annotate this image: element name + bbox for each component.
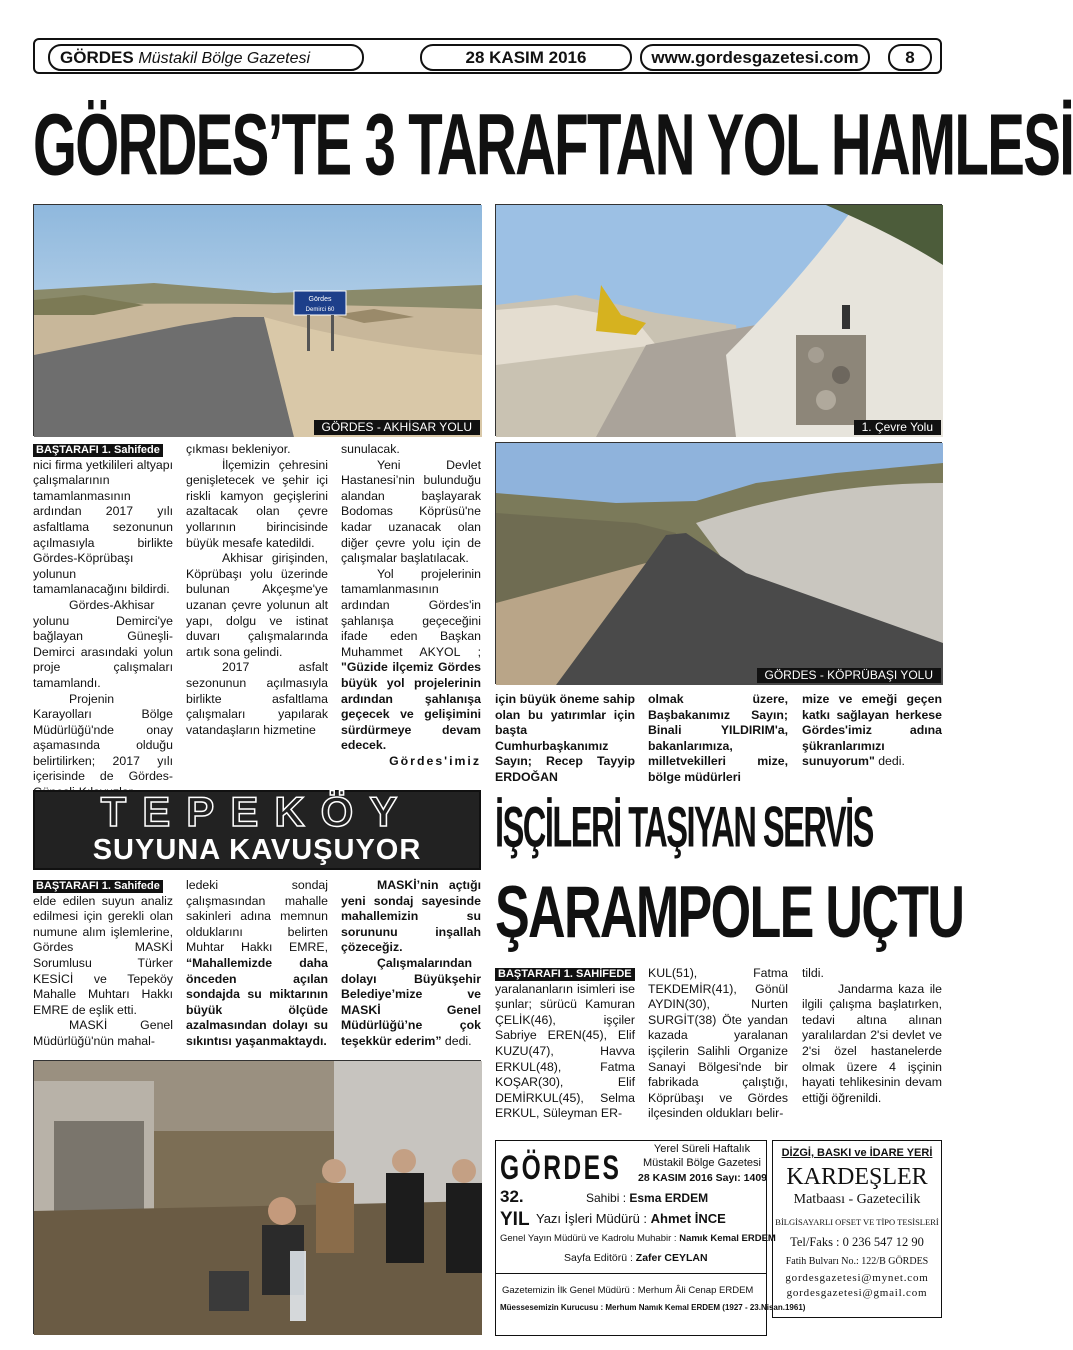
servis-col-3 [802,966,942,1136]
main-col3-p4: Gördes'imiz [389,753,481,768]
tepekoy-col3-quote: Çalışmalarından dolayı Büyükşehir Belediye’mize ve MASKİ Genel Müdürlüğü’ne çok teşekkür ederim” [341,955,481,1048]
servis-col3-p2: Jandarma kaza ile ilgili çalışma başlatırken, tedavi altına alınan yaralılardan 2'si devlet ve 2'si özel hastanelerde olmak üzere 4 işçinin hayati tehlikesinin devam ettiği öğrenildi. [802,981,942,1105]
main-headline-box [33,96,1073,194]
printer-address: Fatih Bulvarı No.: 122/B GÖRDES [785,1256,929,1267]
tepekoy-col2-quote: “Mahallemizde daha önceden açılan sondajda su miktarının büyük ölçüde azalmasından dolayı su sıkıntısı yaşanmaktaydı. [186,955,328,1048]
masthead-founder: Müessesemizin Kurucusu : Merhum Namık Kemal ERDEM (1927 - 23.Nisan.1961) [500,1303,806,1312]
servis-headline-2: ŞARAMPOLE UÇTU [495,872,964,954]
photo-caption-cevre-yolu: 1. Çevre Yolu [854,420,941,435]
photo-koprubasi-road [495,442,942,684]
tepekoy-col3-end: dedi. [444,1033,472,1048]
printer-phone: Tel/Faks : 0 236 547 12 90 [790,1235,924,1249]
servis-col1-text: yaralananların isimleri ise şunlar; sürücü Kamuran ÇELİK(46), işçiler Sabriye EREN(45), Elif KUZU(47), Havva ERKUL(48), Fatma KOŞAR(30), Elif DEMİRKUL(45), Selma ERKUL, Süleyman ER- [495,981,635,1121]
paper-subtitle: Müstakil Bölge Gazetesi [138,50,311,67]
main-col3-p1: sunulacak. [341,442,400,456]
printer-email-2: gordesgazetesi@gmail.com [786,1287,928,1299]
continued-tag: BAŞTARAFI 1. Sahifede [33,444,163,457]
tepekoy-col1-p1: elde edilen suyun analiz edilmesi için gerekli olan numune alım işlemlerine, Gördes MASKİ Sorumlusu Türker KESİCİ ve Tepeköy Mahalle Muhtarı Hakkı EMRE de eşlik etti. [33,893,173,1017]
masthead-type2: Müstakil Bölge Gazetesi [643,1157,761,1169]
tepekoy-col3-p1: MASKİ’nin açtığı yeni sondaj sayesinde mahallemizin su sorununu inşallah çözeceğiz. [341,878,481,955]
photo-caption-koprubasi: GÖRDES - KÖPRÜBAŞI YOLU [757,668,942,683]
gm-name: Namık Kemal ERDEM [679,1233,776,1244]
servis-headline-2-box [495,872,964,954]
main-headline: GÖRDES’TE 3 TARAFTAN YOL HAMLESİ [33,96,1073,194]
servis-col3-p1: tildi. [802,966,824,980]
header-paper-name [48,44,364,71]
main-col5-text: olmak üzere, Başbakanımız Sayın; Binali YILDIRIM'a, bakanlarımıza, milletvekilleri mize, bölge müdürleri [648,692,788,784]
printer-subtitle: Matbaası - Gazetecilik [793,1192,921,1207]
tepekoy-continued-tag: BAŞTARAFI 1. Sahifede [33,880,163,893]
tepekoy-col2-text: ledeki sondaj çalışmasından mahalle sakinleri adına memnun olduklarını belirten Muhtar Hakkı EMRE, [186,878,328,955]
paper-name: GÖRDES [60,48,134,67]
main-col-6 [802,692,942,778]
main-col6-end: dedi. [878,754,905,769]
photo-cevre-yolu [495,204,942,436]
main-col-3 [341,442,481,778]
editor-name: Ahmet İNCE [650,1211,726,1226]
printer-box [772,1140,942,1318]
masthead-editor [536,1211,726,1226]
servis-continued-tag: BAŞTARAFI 1. SAHİFEDE [495,968,635,981]
printer-services: BİLGİSAYARLI OFSET VE TİPO TESİSLERİ [775,1217,939,1227]
main-col-1 [33,442,173,784]
servis-headline-1-box [495,792,943,862]
header-date: 28 KASIM 2016 [420,44,632,71]
tepekoy-col-1 [33,878,173,1058]
tepekoy-headline-box [33,790,481,870]
servis-col-2 [648,966,788,1136]
masthead-divider [496,1273,766,1274]
masthead-page-editor [564,1252,708,1264]
tepekoy-headline-top: TEPEKÖY [100,788,414,835]
tepekoy-col-3 [341,878,481,1058]
owner-name: Esma ERDEM [629,1191,709,1205]
header-page-number: 8 [888,44,932,71]
editor-label: Yazı İşleri Müdürü : [536,1211,648,1226]
tepekoy-col1-p2: MASKİ Genel Müdürlüğü'nün mahal- [33,1018,173,1048]
header-website: www.gordesgazetesi.com [640,44,870,71]
masthead-year-word: YIL [500,1209,530,1230]
servis-col2-text: KUL(51), Fatma TEKDEMİR(41), Gönül AYDIN(30), Nurten SURGİT(38) Öte yandan kazada yaralanan işçilerin Salihli Organize Sanayi Bölgesi'nde bir fabrikada çalıştığı, Köprübaşı ve Gördes ilçesinden oldukları belir- [648,966,788,1121]
masthead-gm [500,1233,776,1244]
photo-caption-akhisar: GÖRDES - AKHİSAR YOLU [314,420,481,435]
tepekoy-headline-bottom: SUYUNA KAVUŞUYOR [92,834,422,866]
main-col3-p2: Yeni Devlet Hastanesi’nin bulunduğu alandan başlayarak Bodomas Köprüsü'ne kadar uzanacak olan diğer çevre yolu için de çalışmalar başlatılacak. [341,457,481,566]
photo-akhisar-road [33,204,481,436]
masthead-name: GÖRDES [500,1149,622,1187]
printer-email-1: gordesgazetesi@mynet.com [785,1272,929,1284]
masthead-box [495,1140,806,1336]
masthead-first-gm: Gazetemizin İlk Genel Müdürü : Merhum Âli Cenap ERDEM [502,1285,754,1296]
photo-tepekoy-well [33,1060,481,1334]
main-col2-p4: 2017 asfalt sezonunun açılmasıyla birlikte asfaltlama çalışmaları yapılarak vatandaşların hizmetine [186,660,328,737]
masthead-year-num: 32. [500,1187,524,1206]
main-col-5 [648,692,788,784]
main-col2-p3: Akhisar girişinden, Köprübaşı yolu üzerinde bulunan Akçeşme'ye uzanan çevre yolunun alt yapı, dolgu ve istinat duvarı çalışmalarında artık sona gelindi. [186,551,328,659]
servis-headline-1: İŞÇİLERİ TAŞIYAN SERVİS [495,795,873,860]
main-col4-text: için büyük öneme sahip olan bu yatırımlar için başta Cumhurbaşkanımız Sayın; Recep Tayyip ERDOĞAN [495,692,635,784]
main-col1-p1: nici firma yetkilileri altyapı çalışmalarının tamamlanmasının ardından 2017 yılı asfaltlama sezonunun açılmasıyla birlikte Gördes-Köprübaşı yolunun tamamlanacağını bildirdi. [33,457,173,597]
main-col3-quote: "Güzide ilçemiz Gördes büyük yol projelerinin ardından şahlanışa geçecek ve gelişimini sürdürmeye devam edecek. [341,660,481,753]
main-col1-p3: Projenin Karayolları Bölge Müdürlüğü'nde onay aşamasında olduğu belirtilirken; 2017 yılı içerisinde de Gördes- [33,691,173,784]
sign-text-gordes: Gördes [308,296,332,303]
main-col-4 [495,692,635,784]
main-col6-bold: mize ve emeği geçen katkı sağlayan herkese Gördes'imiz adına şükranlarımızı sunuyorum" [802,692,942,769]
main-col3-p3 [341,567,481,754]
sign-text-demirci: Demirci 60 [305,307,335,313]
masthead-type1: Yerel Süreli Haftalık [653,1143,751,1155]
main-col1-p2: Gördes-Akhisar yolunu Demirci'ye bağlayan Güneşli-Demirci arasındaki yolun proje çalışmaları tamamlandı. [33,597,173,690]
printer-name: KARDEŞLER [786,1164,928,1190]
printer-title: DİZGİ, BASKI ve İDARE YERİ [781,1147,933,1159]
gm-label: Genel Yayın Müdürü ve Kadrolu Muhabir : [500,1233,677,1244]
main-col2-p2: İlçemizin çehresini genişletecek ve şehir içi riskli kamyon geçişlerini azaltacak olan çevre yollarının birincisinde büyük mesafe katedildi. [186,457,328,550]
page-editor-label: Sayfa Editörü : [564,1252,633,1264]
masthead-date-issue: 28 KASIM 2016 Sayı: 1409 [638,1172,767,1184]
masthead-owner [586,1191,708,1205]
main-col3-p3-text: Yol projelerinin tamamlanmasının ardından Gördes'in şahlanışa geçeceğini ifade eden Başkan Muhammet AKYOL ; [341,566,481,659]
tepekoy-col-2 [186,878,328,1058]
page-editor-name: Zafer CEYLAN [635,1252,708,1264]
main-col2-p1: çıkması bekleniyor. [186,442,291,456]
servis-col-1 [495,966,635,1136]
main-col-2 [186,442,328,778]
owner-label: Sahibi : [586,1191,627,1205]
